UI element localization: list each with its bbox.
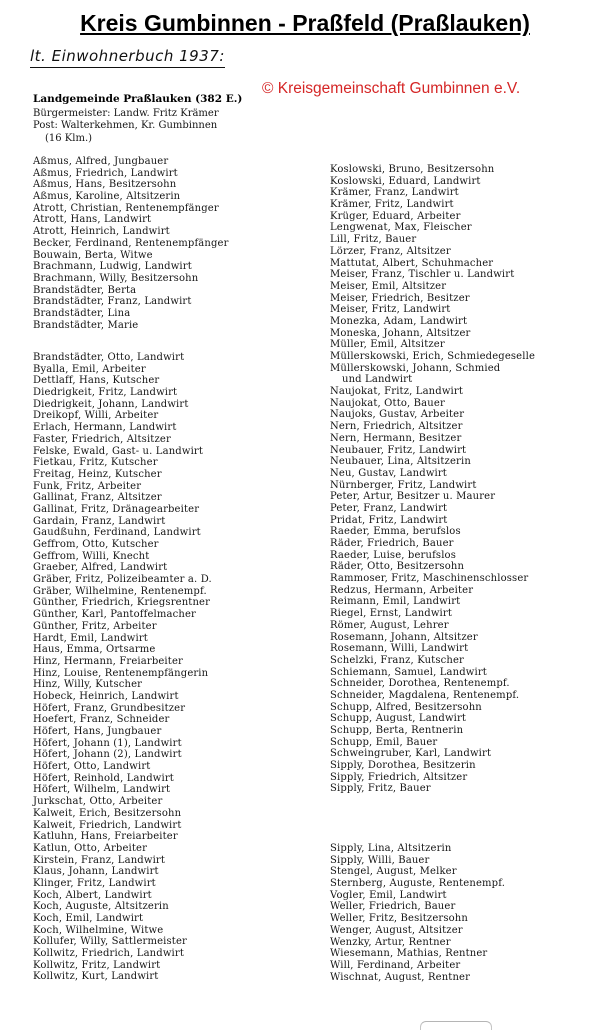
- resident-entry: Günther, Fritz, Arbeiter: [33, 620, 157, 632]
- resident-entry: Krämer, Franz, Landwirt: [330, 187, 459, 199]
- resident-entry: Wiesemann, Mathias, Rentner: [330, 948, 488, 960]
- resident-entry: Atrott, Hans, Landwirt: [33, 214, 152, 226]
- resident-entry: Meiser, Franz, Tischler u. Landwirt: [330, 269, 515, 281]
- resident-entry: Graeber, Alfred, Landwirt: [33, 562, 168, 574]
- resident-entry: und Landwirt: [342, 374, 413, 386]
- resident-entry: Koch, Albert, Landwirt: [33, 889, 152, 901]
- resident-entry: Lengwenat, Max, Fleischer: [330, 222, 472, 234]
- resident-entry: Rosemann, Johann, Altsitzer: [330, 631, 478, 643]
- resident-list-left-bottom: [33, 352, 212, 983]
- resident-entry: Atrott, Heinrich, Landwirt: [33, 226, 170, 238]
- resident-entry: Krämer, Fritz, Landwirt: [330, 199, 454, 211]
- resident-entry: Hinz, Willy, Kutscher: [33, 679, 143, 691]
- resident-entry: Stengel, August, Melker: [330, 866, 457, 878]
- resident-entry: Schneider, Dorothea, Rentenempf.: [330, 678, 510, 690]
- resident-entry: Brandstädter, Marie: [33, 319, 139, 331]
- resident-entry: Schupp, Emil, Bauer: [330, 736, 438, 748]
- resident-entry: Vogler, Emil, Landwirt: [330, 889, 447, 901]
- resident-entry: Günther, Karl, Pantoffelmacher: [33, 609, 196, 621]
- resident-entry: Gallinat, Franz, Altsitzer: [33, 492, 162, 504]
- resident-entry: Felske, Ewald, Gast- u. Landwirt: [33, 445, 204, 457]
- resident-entry: Meiser, Fritz, Landwirt: [330, 304, 451, 316]
- resident-entry: Koch, Emil, Landwirt: [33, 913, 144, 924]
- resident-entry: Kirstein, Franz, Landwirt: [33, 854, 166, 866]
- resident-entry: Pridat, Fritz, Landwirt: [330, 514, 448, 526]
- resident-entry: Raeder, Luise, berufslos: [330, 549, 457, 561]
- resident-entry: Koch, Wilhelmine, Witwe: [33, 924, 164, 936]
- resident-entry: Sipply, Fritz, Bauer: [330, 783, 431, 795]
- resident-entry: Gaudßuhn, Ferdinand, Landwirt: [33, 527, 201, 539]
- resident-entry: Brandstädter, Franz, Landwirt: [33, 296, 192, 308]
- resident-entry: Wenzky, Artur, Rentner: [330, 936, 451, 948]
- resident-entry: Schupp, Alfred, Besitzersohn: [330, 701, 482, 713]
- resident-entry: Kollwitz, Fritz, Landwirt: [33, 959, 161, 971]
- resident-entry: Will, Ferdinand, Arbeiter: [330, 959, 461, 971]
- resident-entry: Hardt, Emil, Landwirt: [33, 632, 148, 644]
- resident-entry: Meiser, Emil, Altsitzer: [330, 280, 447, 292]
- resident-entry: Gallinat, Fritz, Dränagearbeiter: [33, 503, 200, 515]
- resident-entry: Rammoser, Fritz, Maschinenschlosser: [330, 573, 529, 585]
- resident-entry: Dreikopf, Willi, Arbeiter: [33, 410, 159, 422]
- resident-entry: Gräber, Fritz, Polizeibeamter a. D.: [33, 574, 212, 586]
- resident-entry: Peter, Franz, Landwirt: [330, 502, 448, 514]
- resident-entry: Sipply, Willi, Bauer: [330, 854, 430, 866]
- resident-entry: Moneska, Johann, Altsitzer: [330, 327, 471, 339]
- resident-entry: Hoefert, Franz, Schneider: [33, 714, 170, 726]
- resident-entry: Diedrigkeit, Johann, Landwirt: [33, 398, 189, 410]
- resident-entry: Aßmus, Alfred, Jungbauer: [33, 156, 169, 167]
- resident-entry: Räder, Otto, Besitzersohn: [330, 561, 465, 573]
- resident-entry: Geffrom, Otto, Kutscher: [33, 539, 159, 550]
- resident-entry: Schupp, August, Landwirt: [330, 713, 467, 725]
- resident-entry: Koslowski, Bruno, Besitzersohn: [330, 164, 495, 175]
- resident-entry: Bouwain, Berta, Witwe: [33, 249, 153, 261]
- copyright-notice: © Kreisgemeinschaft Gumbinnen e.V.: [262, 80, 521, 97]
- resident-entry: Hinz, Hermann, Freiarbeiter: [33, 655, 183, 667]
- resident-entry: Becker, Ferdinand, Rentenempfänger: [33, 237, 229, 249]
- page-title: Kreis Gumbinnen - Praßfeld (Praßlauken): [80, 10, 530, 36]
- resident-entry: Brandstädter, Berta: [33, 284, 137, 296]
- resident-entry: Brandstädter, Lina: [33, 307, 131, 319]
- resident-entry: Kalweit, Friedrich, Landwirt: [33, 819, 182, 831]
- resident-entry: Aßmus, Friedrich, Landwirt: [33, 167, 178, 179]
- resident-entry: Freitag, Heinz, Kutscher: [33, 468, 162, 480]
- resident-entry: Gräber, Wilhelmine, Rentenempf.: [33, 585, 207, 597]
- resident-entry: Neubauer, Fritz, Landwirt: [330, 444, 467, 456]
- source-note-underline: [30, 67, 225, 68]
- resident-entry: Neubauer, Lina, Altsitzerin: [330, 456, 471, 468]
- resident-entry: Sipply, Lina, Altsitzerin: [330, 843, 452, 854]
- resident-entry: Römer, August, Lehrer: [330, 619, 449, 631]
- resident-entry: Riegel, Ernst, Landwirt: [330, 608, 452, 620]
- resident-entry: Höfert, Reinhold, Landwirt: [33, 772, 174, 784]
- resident-entry: Aßmus, Karoline, Altsitzerin: [33, 191, 181, 203]
- resident-entry: Räder, Friedrich, Bauer: [330, 538, 454, 549]
- resident-entry: Brachmann, Willy, Besitzersohn: [33, 272, 199, 284]
- resident-entry: Lörzer, Franz, Altsitzer: [330, 245, 451, 257]
- resident-list-left-top: [33, 156, 229, 331]
- resident-entry: Haus, Emma, Ortsarme: [33, 644, 156, 656]
- resident-entry: Müllerskowski, Johann, Schmied: [330, 362, 501, 374]
- resident-entry: Lill, Fritz, Bauer: [330, 234, 417, 246]
- resident-entry: Jurkschat, Otto, Arbeiter: [33, 796, 163, 808]
- resident-entry: Höfert, Wilhelm, Landwirt: [33, 784, 171, 796]
- resident-entry: Faster, Friedrich, Altsitzer: [33, 433, 171, 445]
- resident-entry: Brachmann, Ludwig, Landwirt: [33, 261, 192, 273]
- resident-entry: Wischnat, August, Rentner: [330, 971, 471, 983]
- resident-entry: Schiemann, Samuel, Landwirt: [330, 666, 487, 678]
- resident-entry: Höfert, Otto, Landwirt: [33, 761, 151, 773]
- resident-entry: Gardain, Franz, Landwirt: [33, 515, 166, 527]
- resident-entry: Höfert, Hans, Jungbauer: [33, 726, 162, 737]
- resident-entry: Dettlaff, Hans, Kutscher: [33, 375, 160, 387]
- resident-entry: Fietkau, Fritz, Kutscher: [33, 457, 158, 469]
- resident-entry: Mattutat, Albert, Schuhmacher: [330, 257, 494, 269]
- source-note: [30, 47, 225, 65]
- resident-entry: Müller, Emil, Altsitzer: [330, 339, 445, 351]
- resident-entry: Atrott, Christian, Rentenempfänger: [33, 202, 219, 214]
- resident-entry: Geffrom, Willi, Knecht: [33, 550, 150, 562]
- preamble: [33, 108, 219, 145]
- resident-entry: Schupp, Berta, Rentnerin: [330, 725, 464, 736]
- resident-entry: Schelzki, Franz, Kutscher: [330, 654, 464, 666]
- resident-entry: Kollwitz, Friedrich, Landwirt: [33, 948, 184, 960]
- post-distance-line: (16 Klm.): [45, 132, 93, 144]
- resident-entry: Weller, Fritz, Besitzersohn: [330, 913, 468, 925]
- resident-entry: Meiser, Friedrich, Besitzer: [330, 292, 470, 304]
- resident-entry: Sipply, Dorothea, Besitzerin: [330, 760, 476, 772]
- resident-entry: Nürnberger, Fritz, Landwirt: [330, 479, 477, 491]
- resident-entry: Hinz, Louise, Rentenempfängerin: [33, 667, 209, 679]
- resident-entry: Klaus, Johann, Landwirt: [33, 866, 159, 878]
- resident-list-right-top: [330, 164, 535, 795]
- resident-entry: Sternberg, Auguste, Rentenempf.: [330, 878, 506, 890]
- resident-entry: Naujokat, Fritz, Landwirt: [330, 386, 463, 398]
- resident-entry: Neu, Gustav, Landwirt: [330, 467, 447, 479]
- resident-entry: Byalla, Emil, Arbeiter: [33, 363, 146, 375]
- resident-entry: Nern, Hermann, Besitzer: [330, 432, 462, 444]
- resident-entry: Höfert, Franz, Grundbesitzer: [33, 702, 186, 714]
- paper-scrap-edge: [420, 1021, 492, 1030]
- resident-entry: Schweingruber, Karl, Landwirt: [330, 748, 492, 760]
- resident-entry: Kollufer, Willy, Sattlermeister: [33, 936, 187, 948]
- resident-entry: Nern, Friedrich, Altsitzer: [330, 421, 463, 433]
- resident-entry: Höfert, Johann (1), Landwirt: [33, 737, 182, 749]
- resident-entry: Müllerskowski, Erich, Schmiedegeselle: [330, 351, 536, 362]
- resident-entry: Naujoks, Gustav, Arbeiter: [330, 409, 465, 421]
- resident-entry: Koslowski, Eduard, Landwirt: [330, 175, 481, 187]
- resident-entry: Wenger, August, Altsitzer: [330, 924, 463, 936]
- resident-entry: Monezka, Adam, Landwirt: [330, 315, 468, 327]
- resident-entry: Hobeck, Heinrich, Landwirt: [33, 690, 179, 702]
- resident-entry: Höfert, Johann (2), Landwirt: [33, 749, 182, 761]
- resident-list-right-bottom: [330, 843, 505, 983]
- mayor-line: Bürgermeister: Landw. Fritz Krämer: [33, 108, 219, 119]
- resident-entry: Naujokat, Otto, Bauer: [330, 397, 445, 409]
- resident-entry: Aßmus, Hans, Besitzersohn: [33, 179, 177, 191]
- resident-entry: Erlach, Hermann, Landwirt: [33, 422, 177, 434]
- resident-entry: Rosemann, Willi, Landwirt: [330, 643, 469, 655]
- resident-entry: Krüger, Eduard, Arbeiter: [330, 210, 461, 222]
- resident-entry: Schneider, Magdalena, Rentenempf.: [330, 689, 520, 701]
- resident-entry: Günther, Friedrich, Kriegsrentner: [33, 597, 211, 609]
- resident-entry: Peter, Artur, Besitzer u. Maurer: [330, 491, 496, 503]
- resident-entry: Kalweit, Erich, Besitzersohn: [33, 807, 182, 819]
- resident-entry: Katlun, Otto, Arbeiter: [33, 842, 148, 854]
- resident-entry: Koch, Auguste, Altsitzerin: [33, 901, 169, 913]
- resident-entry: Klinger, Fritz, Landwirt: [33, 877, 156, 889]
- source-note-text: lt. Einwohnerbuch 1937:: [30, 47, 225, 65]
- resident-entry: Katluhn, Hans, Freiarbeiter: [33, 831, 178, 843]
- resident-entry: Weller, Friedrich, Bauer: [330, 901, 456, 913]
- resident-entry: Funk, Fritz, Arbeiter: [33, 480, 142, 492]
- resident-entry: Diedrigkeit, Fritz, Landwirt: [33, 387, 178, 399]
- resident-entry: Sipply, Friedrich, Altsitzer: [330, 771, 468, 783]
- resident-entry: Raeder, Emma, berufslos: [330, 526, 461, 538]
- resident-entry: Reimann, Emil, Landwirt: [330, 596, 461, 608]
- resident-entry: Redzus, Hermann, Arbeiter: [330, 584, 474, 596]
- resident-entry: Brandstädter, Otto, Landwirt: [33, 352, 185, 363]
- section-heading: Landgemeinde Praßlauken (382 E.): [33, 93, 243, 105]
- resident-entry: Kollwitz, Kurt, Landwirt: [33, 971, 159, 983]
- post-line: Post: Walterkehmen, Kr. Gumbinnen: [33, 120, 218, 132]
